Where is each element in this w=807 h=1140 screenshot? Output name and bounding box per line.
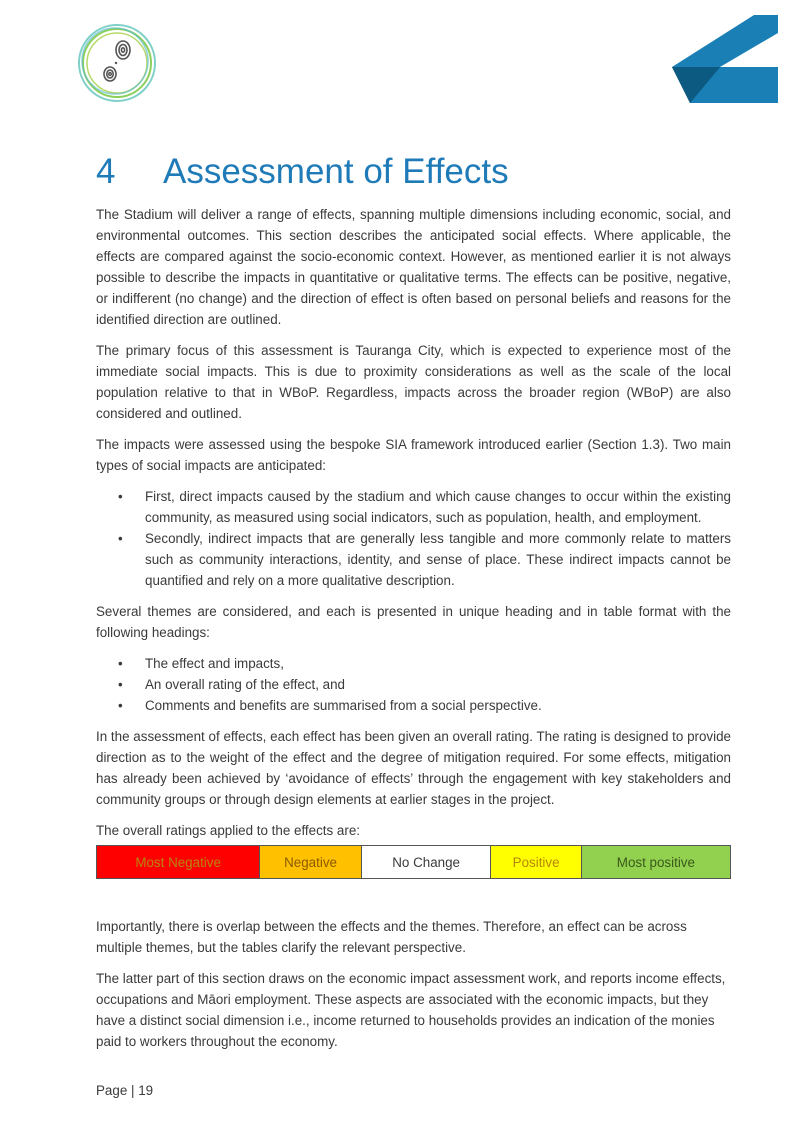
paragraph-overlap: Importantly, there is overlap between the effects and the themes. Therefore, an effect can be across multiple themes, but the tables clarify the relevant perspective. [96,919,687,955]
list-item: • Secondly, indirect impacts that are generally less tangible and more commonly relate to matters such as community interactions, identity, and sense of place. These indirect impacts cannot be quantified and rely on a more qualitative description. [96,528,731,591]
paragraph-impacts: The impacts were assessed using the bespoke SIA framework introduced earlier (Section 1.3). Two main types of social impacts are anticipated: [96,437,731,473]
section-number: 4 [96,152,116,191]
paragraph-focus: The primary focus of this assessment is Tauranga City, which is expected to experience most of the immediate social impacts. This is due to proximity considerations as well as the scale of the local population relative to that in WBoP. Regardless, impacts across the broader region (WBoP) are also considered and outlined. [96,343,731,421]
bullet-icon: • [118,531,123,546]
page-number: Page | 19 [96,1083,154,1098]
bullet-icon: • [118,656,123,671]
body-content [96,204,731,1062]
footprint-logo-icon [76,22,158,104]
ratings-table [96,845,731,879]
rating-cell: Negative [260,846,362,879]
section-heading [96,152,509,192]
paragraph-intro: The Stadium will deliver a range of effects, spanning multiple dimensions including economic, social, and environmental outcomes. This section describes the anticipated social effects. Where applicable, the effects are compared against the socio-economic context. However, as mentioned earlier it is not always possible to describe the impacts in quantitative or qualitative terms. The effects can be positive, negative, or indifferent (no change) and the direction of effect is often based on personal beliefs and reasons for the identified direction are outlined. [96,207,731,327]
bullet-icon: • [118,489,123,504]
bullet-icon: • [118,698,123,713]
chevron-logo-icon [670,15,778,103]
section-title: Assessment of Effects [163,152,509,191]
rating-cell: Most positive [581,846,730,879]
impact-types-list [96,486,731,591]
bullet-icon: • [118,677,123,692]
paragraph-themes: Several themes are considered, and each is presented in unique heading and in table format with the following headings: [96,604,731,640]
rating-cell: Positive [491,846,581,879]
table-headings-list [96,653,731,716]
list-item: • The effect and impacts, [96,653,731,674]
paragraph-economic: The latter part of this section draws on the economic impact assessment work, and reports income effects, occupations and Māori employment. These aspects are associated with the economic impacts, but they have a distinct social dimension i.e., income returned to households provides an indication of the monies paid to workers throughout the economy. [96,971,726,1049]
list-item: • Comments and benefits are summarised from a social perspective. [96,695,731,716]
list-item: • An overall rating of the effect, and [96,674,731,695]
paragraph-rating: In the assessment of effects, each effect has been given an overall rating. The rating is designed to provide direction as to the weight of the effect and the degree of mitigation required. For some effects, mitigation has already been achieved by ‘avoidance of effects’ through the engagement with key stakeholders and community groups or through design elements at earlier stages in the project. [96,729,731,807]
paragraph-ratings-intro: The overall ratings applied to the effects are: [96,823,361,838]
rating-cell: No Change [361,846,491,879]
list-item: • First, direct impacts caused by the stadium and which cause changes to occur within the existing community, as measured using social indicators, such as population, health, and employment. [96,486,731,528]
rating-cell: Most Negative [97,846,260,879]
table-row [97,846,731,879]
